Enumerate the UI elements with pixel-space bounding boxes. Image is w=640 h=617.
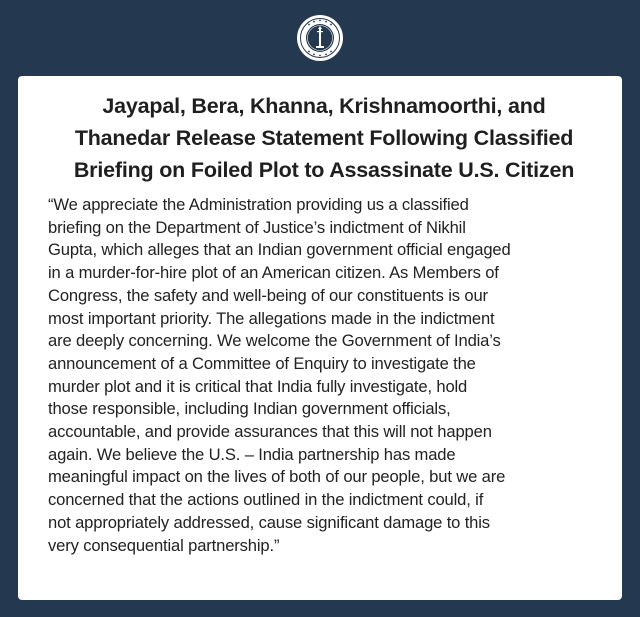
statement-quote <box>48 194 600 557</box>
statement-title <box>48 90 600 186</box>
title-line: Jayapal, Bera, Khanna, Krishnamoorthi, and <box>102 94 546 118</box>
quote-line: murder plot and it is critical that India fully investigate, hold <box>48 376 468 396</box>
quote-line: “We appreciate the Administration providing us a classified <box>48 195 469 214</box>
quote-line: in a murder-for-hire plot of an American citizen. As Members of <box>48 263 499 283</box>
statement-card <box>18 76 622 600</box>
quote-line: Gupta, which alleges that an Indian government official engaged <box>48 240 511 260</box>
congressional-seal-icon <box>296 14 344 62</box>
quote-line: those responsible, including Indian government officials, <box>48 399 451 419</box>
quote-line: Congress, the safety and well-being of our constituents is our <box>48 285 488 305</box>
quote-line: again. We believe the U.S. – India partnership has made <box>48 444 456 464</box>
quote-line: meaningful impact on the lives of both of our people, but we are <box>48 467 506 487</box>
quote-line: accountable, and provide assurances that this will not happen <box>48 422 492 442</box>
title-line: Thanedar Release Statement Following Classified <box>74 126 574 150</box>
quote-line: announcement of a Committee of Enquiry to investigate the <box>48 353 476 373</box>
quote-line: concerned that the actions outlined in the indictment could, if <box>48 490 484 510</box>
quote-line: not appropriately addressed, cause significant damage to this <box>48 512 490 532</box>
quote-line: very consequential partnership.” <box>48 535 280 555</box>
quote-line: are deeply concerning. We welcome the Government of India’s <box>48 331 501 351</box>
quote-line: briefing on the Department of Justice’s indictment of Nikhil <box>48 217 466 237</box>
quote-line: most important priority. The allegations made in the indictment <box>48 308 495 328</box>
title-line: Briefing on Foiled Plot to Assassinate U.S. Citizen <box>73 158 575 182</box>
